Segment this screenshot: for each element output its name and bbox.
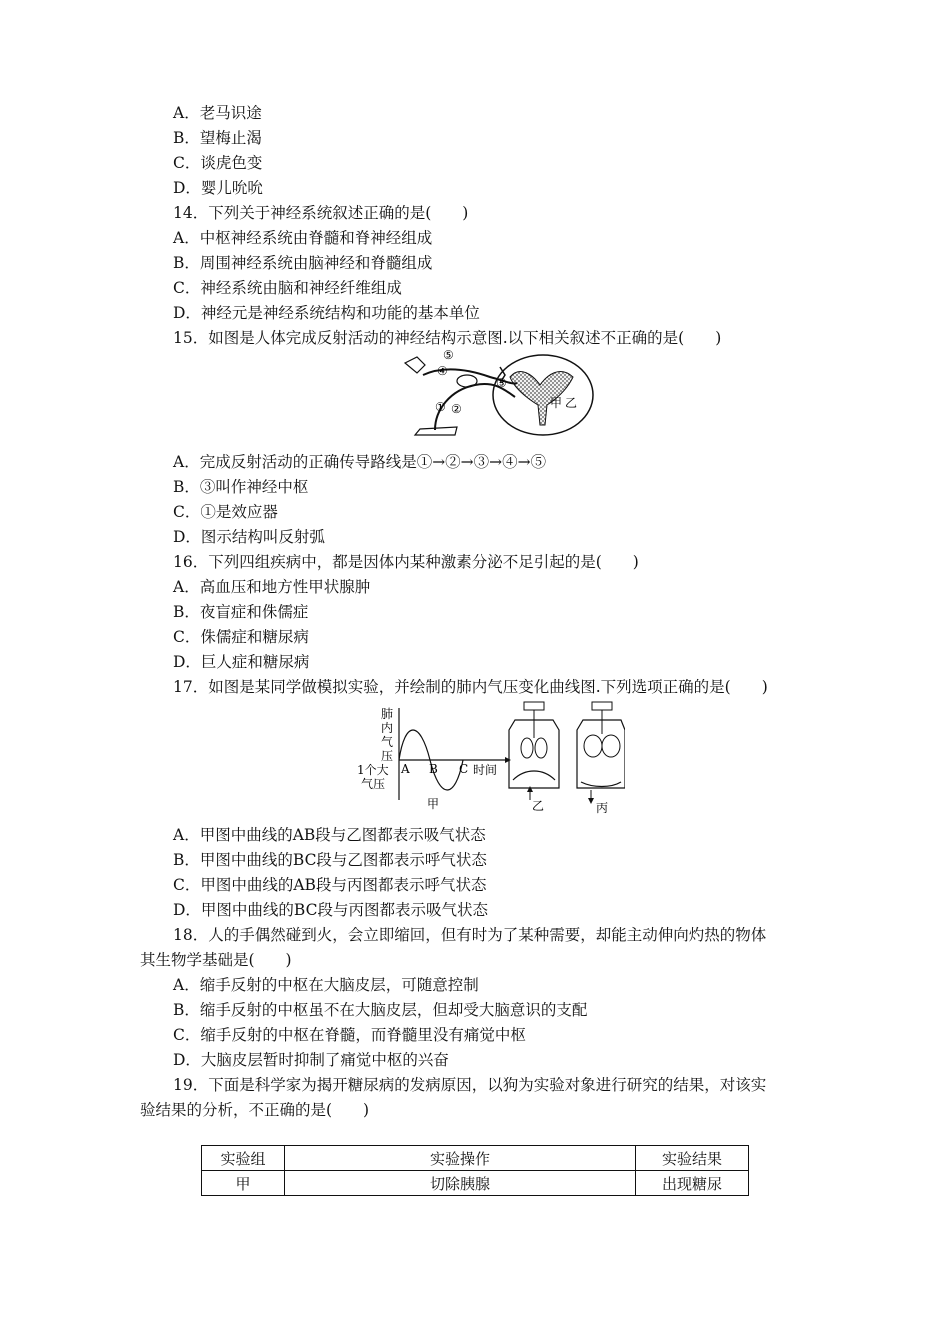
q17-option-d: D．甲图中曲线的BC段与丙图都表示吸气状态 xyxy=(173,901,488,919)
q17-option-b: B．甲图中曲线的BC段与乙图都表示呼气状态 xyxy=(173,851,487,869)
caption-jia: 甲 xyxy=(427,797,440,811)
q18-option-c: C．缩手反射的中枢在脊髓，而脊髓里没有痛觉中枢 xyxy=(173,1026,526,1044)
q18-option-b: B．缩手反射的中枢虽不在大脑皮层，但却受大脑意识的支配 xyxy=(173,1001,588,1019)
q14-option-b: B．周围神经系统由脑神经和脊髓组成 xyxy=(173,254,433,272)
q17-option-c: C．甲图中曲线的AB段与丙图都表示呼气状态 xyxy=(173,876,487,894)
q14-option-d: D．神经元是神经系统结构和功能的基本单位 xyxy=(173,304,480,322)
q14-option-c: C．神经系统由脑和神经纤维组成 xyxy=(173,279,402,297)
caption-bing: 丙 xyxy=(596,801,609,815)
q16-option-b: B．夜盲症和侏儒症 xyxy=(173,603,309,621)
q14-option-a: A．中枢神经系统由脊髓和脊神经组成 xyxy=(173,229,433,247)
q15-option-b: B．③叫作神经中枢 xyxy=(173,478,309,496)
q15-option-c: C．①是效应器 xyxy=(173,503,278,521)
reflex-arc-figure xyxy=(395,345,605,445)
label-yi: 乙 xyxy=(565,396,578,410)
q13-option-b: B．望梅止渴 xyxy=(173,129,262,147)
label-jia: 甲 xyxy=(550,396,563,410)
q15-option-a: A．完成反射活动的正确传导路线是①→②→③→④→⑤ xyxy=(173,453,547,471)
label-1: ① xyxy=(435,400,446,414)
table-row xyxy=(202,1171,749,1196)
q19-stem-line1: 19．下面是科学家为揭开糖尿病的发病原因，以狗为实验对象进行研究的结果，对该实 xyxy=(173,1076,767,1094)
q17-stem: 17．如图是某同学做模拟实验，并绘制的肺内气压变化曲线图.下列选项正确的是( ) xyxy=(173,678,768,696)
point-a: A xyxy=(401,762,410,776)
q14-stem: 14．下列关于神经系统叙述正确的是( ) xyxy=(173,204,469,222)
q15-stem: 15．如图是人体完成反射活动的神经结构示意图.以下相关叙述不正确的是( ) xyxy=(173,329,722,347)
q13-option-d: D．婴儿吮吮 xyxy=(173,179,263,197)
q18-stem-line1: 18．人的手偶然碰到火，会立即缩回，但有时为了某种需要，却能主动伸向灼热的物体 xyxy=(173,926,767,944)
q15-option-d: D．图示结构叫反射弧 xyxy=(173,528,325,546)
caption-yi: 乙 xyxy=(532,799,545,813)
cell-operation: 切除胰腺 xyxy=(285,1171,636,1196)
label-5: ⑤ xyxy=(443,348,454,362)
label-4: ④ xyxy=(437,364,448,378)
table-header-row xyxy=(202,1146,749,1171)
q13-option-c: C．谈虎色变 xyxy=(173,154,263,172)
q18-option-a: A．缩手反射的中枢在大脑皮层，可随意控制 xyxy=(173,976,479,994)
baseline-label-1: 1个大 xyxy=(357,763,389,777)
ylabel-4: 压 xyxy=(381,749,394,763)
q16-stem: 16．下列四组疾病中，都是因体内某种激素分泌不足引起的是( ) xyxy=(173,553,639,571)
q18-stem-line2: 其生物学基础是( ) xyxy=(140,951,292,969)
label-3: ③ xyxy=(496,376,507,390)
ylabel-3: 气 xyxy=(381,735,394,749)
header-operation: 实验操作 xyxy=(285,1146,636,1171)
label-2: ② xyxy=(451,402,462,416)
ylabel-1: 肺 xyxy=(381,707,394,721)
experiment-table xyxy=(201,1145,749,1196)
baseline-label-2: 气压 xyxy=(361,777,386,791)
point-b: B xyxy=(429,762,438,776)
header-result: 实验结果 xyxy=(636,1146,749,1171)
q16-option-d: D．巨人症和糖尿病 xyxy=(173,653,310,671)
lung-pressure-figure xyxy=(355,700,625,818)
point-c: C xyxy=(459,762,469,776)
cell-group: 甲 xyxy=(202,1171,285,1196)
q16-option-c: C．侏儒症和糖尿病 xyxy=(173,628,309,646)
q16-option-a: A．高血压和地方性甲状腺肿 xyxy=(173,578,371,596)
cell-result: 出现糖尿 xyxy=(636,1171,749,1196)
q18-option-d: D．大脑皮层暂时抑制了痛觉中枢的兴奋 xyxy=(173,1051,449,1069)
q17-option-a: A．甲图中曲线的AB段与乙图都表示吸气状态 xyxy=(173,826,486,844)
q19-stem-line2: 验结果的分析，不正确的是( ) xyxy=(140,1101,370,1119)
x-axis-label: 时间 xyxy=(473,763,498,777)
ylabel-2: 内 xyxy=(381,721,394,735)
q13-option-a: A．老马识途 xyxy=(173,104,262,122)
header-group: 实验组 xyxy=(202,1146,285,1171)
